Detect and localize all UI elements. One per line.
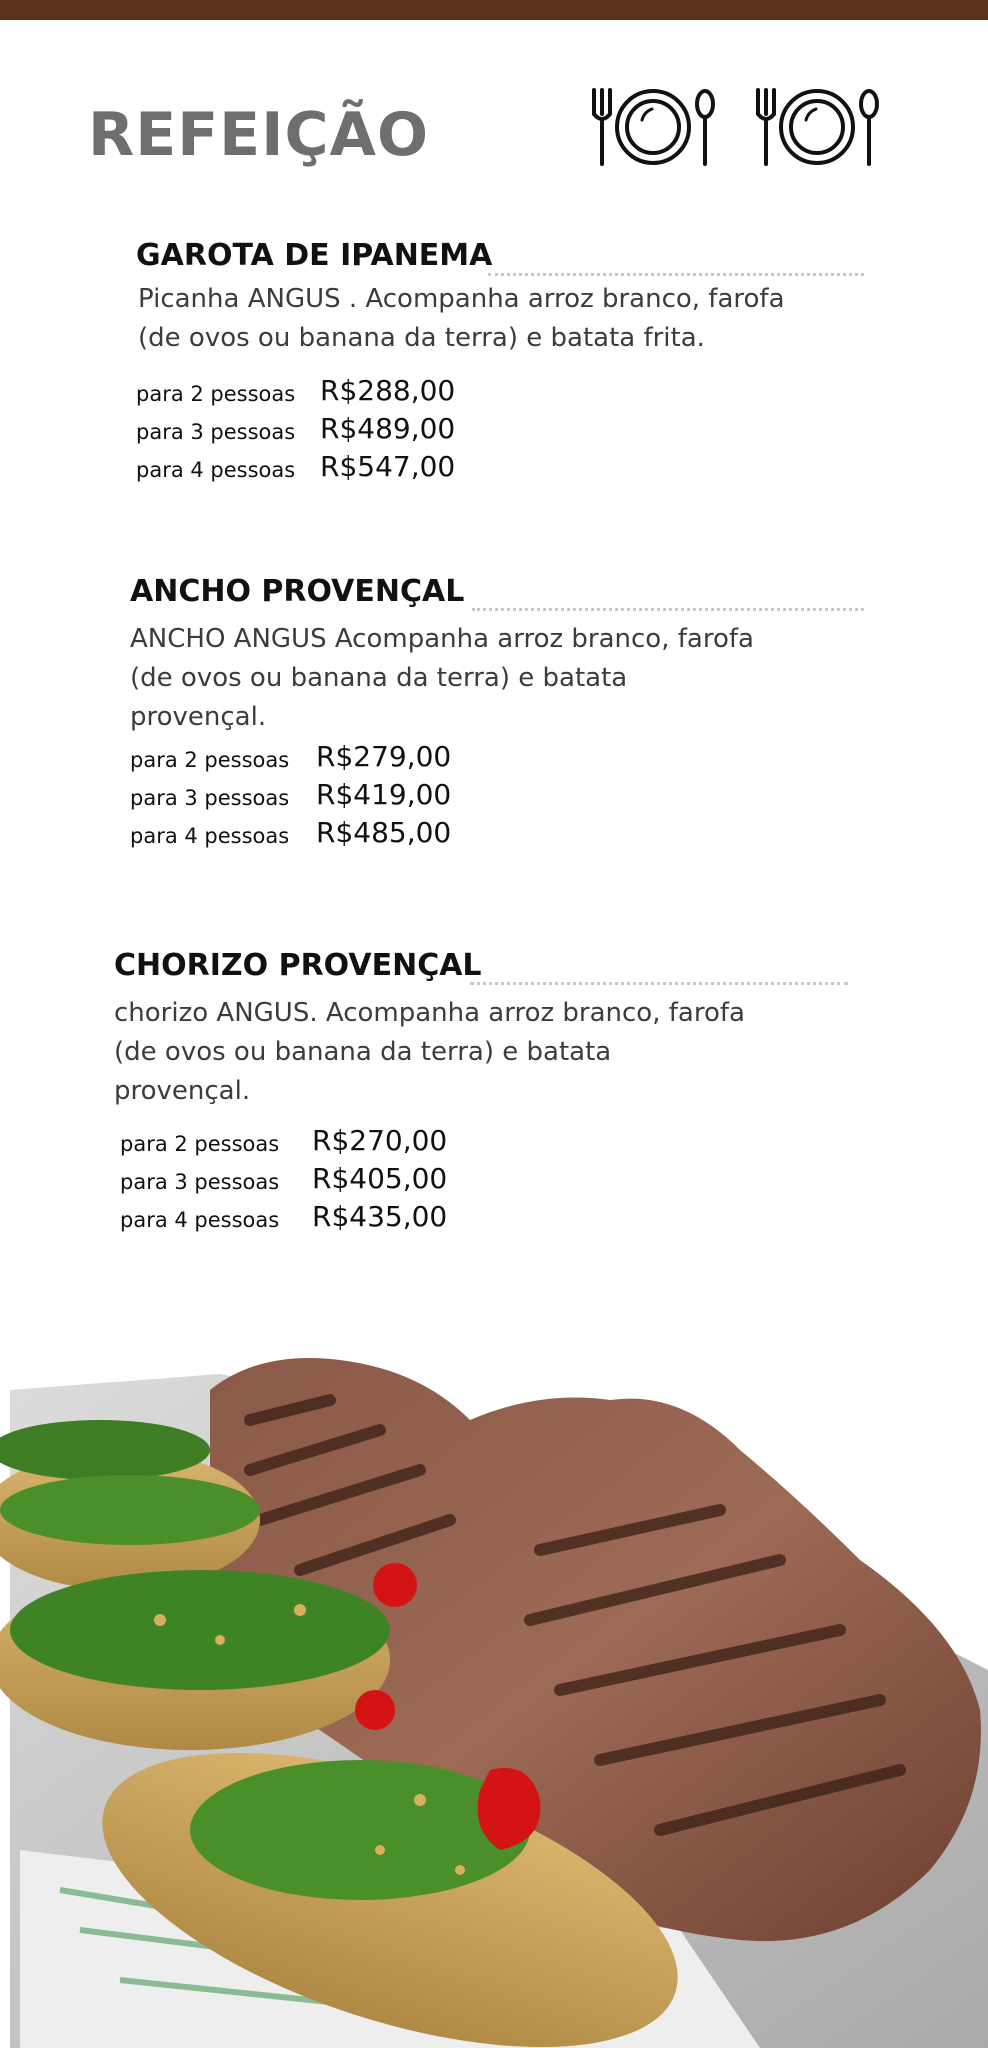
price-value: R$485,00 (316, 816, 452, 849)
price-value: R$435,00 (312, 1200, 448, 1233)
persons-label: para 4 pessoas (136, 458, 296, 482)
persons-label: para 2 pessoas (120, 1132, 280, 1156)
persons-label: para 3 pessoas (120, 1170, 280, 1194)
price-value: R$547,00 (320, 450, 456, 483)
price-value: R$489,00 (320, 412, 456, 445)
food-photo (0, 1330, 988, 2048)
persons-label: para 4 pessoas (120, 1208, 280, 1232)
page-title: REFEIÇÃO (88, 100, 429, 170)
menu-item-garota-de-ipanema (136, 238, 876, 498)
item-description: Picanha ANGUS . Acompanha arroz branco, farofa (de ovos ou banana da terra) e batata frita. (138, 284, 785, 353)
item-name: ANCHO PROVENÇAL (130, 574, 465, 609)
persons-label: para 4 pessoas (130, 824, 290, 848)
item-description: ANCHO ANGUS Acompanha arroz branco, farofa (de ovos ou banana da terra) e batata provençal. (130, 624, 754, 732)
item-description: chorizo ANGUS. Acompanha arroz branco, farofa (de ovos ou banana da terra) e batata provençal. (114, 998, 745, 1106)
dotted-leader (472, 608, 864, 611)
persons-label: para 2 pessoas (130, 748, 290, 772)
persons-label: para 2 pessoas (136, 382, 296, 406)
price-value: R$405,00 (312, 1162, 448, 1195)
plate-cutlery-icon (588, 84, 718, 170)
item-name: GAROTA DE IPANEMA (136, 238, 493, 273)
price-value: R$279,00 (316, 740, 452, 773)
item-name: CHORIZO PROVENÇAL (114, 948, 482, 983)
menu-item-ancho-provencal (130, 574, 876, 864)
persons-label: para 3 pessoas (130, 786, 290, 810)
price-value: R$270,00 (312, 1124, 448, 1157)
persons-label: para 3 pessoas (136, 420, 296, 444)
price-value: R$419,00 (316, 778, 452, 811)
top-accent-bar (0, 0, 988, 20)
menu-item-chorizo-provencal (114, 948, 874, 1248)
plate-cutlery-icon (752, 84, 882, 170)
dotted-leader (470, 982, 848, 985)
price-value: R$288,00 (320, 374, 456, 407)
dotted-leader (488, 273, 864, 276)
